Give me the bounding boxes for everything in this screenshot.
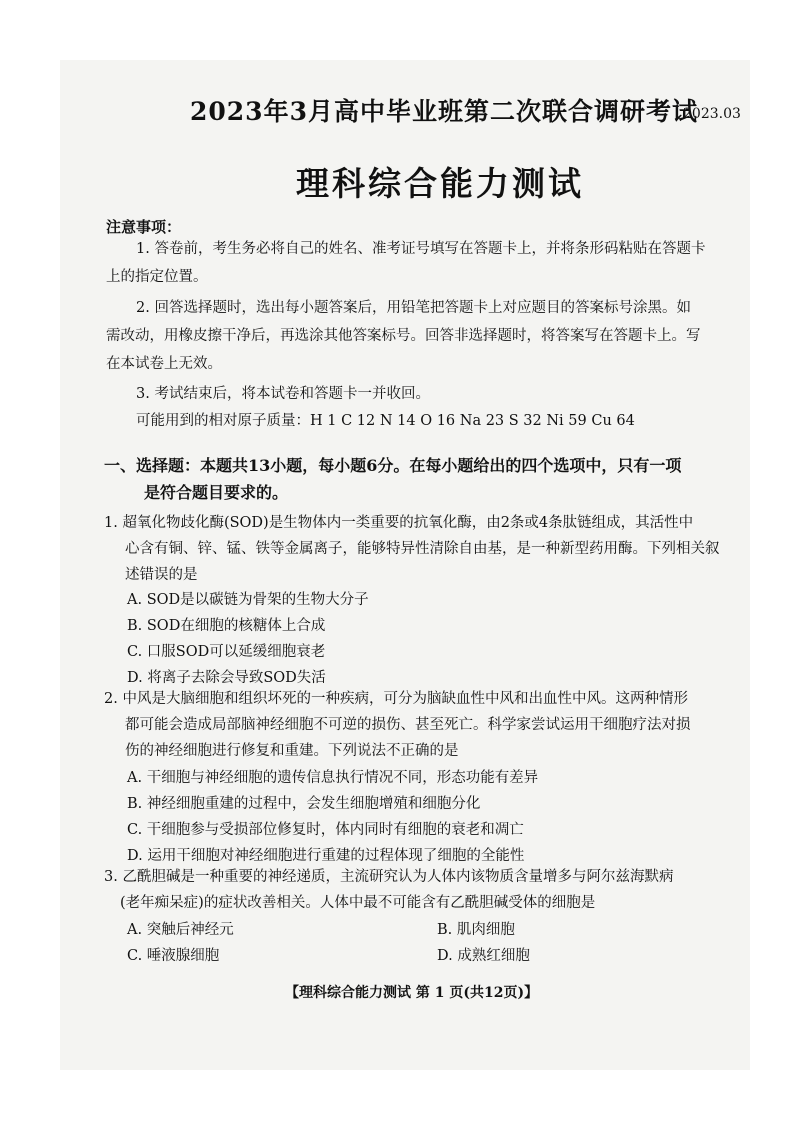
section-heading: 一、选择题：本题共13小题，每小题6分。在每小题给出的四个选项中，只有一项 — [104, 456, 682, 475]
q1-option-d: D. 将离子去除会导致SOD失活 — [127, 670, 326, 686]
question-2-cont: 都可能会造成局部脑神经细胞不可逆的损伤、甚至死亡。科学家尝试运用干细胞疗法对损 — [125, 717, 691, 733]
exam-date: 2023.03 — [683, 106, 741, 122]
page-footer: 【理科综合能力测试 第 1 页(共12页)】 — [285, 985, 539, 1001]
q1-option-b: B. SOD在细胞的核糖体上合成 — [127, 618, 326, 634]
q3-option-c: C. 唾液腺细胞 — [127, 948, 220, 964]
q1-option-a: A. SOD是以碳链为骨架的生物大分子 — [127, 592, 369, 608]
subject-title: 理科综合能力测试 — [296, 164, 584, 203]
note-item-2: 2. 回答选择题时，选出每小题答案后，用铅笔把答题卡上对应题目的答案标号涂黑。如 — [136, 300, 691, 316]
note-item-1: 1. 答卷前，考生务必将自己的姓名、准考证号填写在答题卡上，并将条形码粘贴在答题卡 — [136, 241, 706, 257]
atomic-mass-line: 可能用到的相对原子质量：H 1 C 12 N 14 O 16 Na 23 S 32 Ni 59 Cu 64 — [136, 413, 635, 429]
note-item-3: 3. 考试结束后，将本试卷和答题卡一并收回。 — [136, 386, 430, 402]
q2-option-b: B. 神经细胞重建的过程中，会发生细胞增殖和细胞分化 — [127, 796, 481, 812]
question-1: 1. 超氧化物歧化酶(SOD)是生物体内一类重要的抗氧化酶，由2条或4条肽链组成，其活性中 — [104, 515, 694, 531]
exam-title: 2023年3月高中毕业班第二次联合调研考试 — [190, 97, 698, 126]
question-2-cont2: 伤的神经细胞进行修复和重建。下列说法不正确的是 — [125, 743, 459, 759]
question-1-cont2: 述错误的是 — [125, 567, 198, 583]
q3-option-d: D. 成熟红细胞 — [437, 948, 530, 964]
q1-option-c: C. 口服SOD可以延缓细胞衰老 — [127, 644, 326, 660]
question-3-cont: (老年痴呆症)的症状改善相关。人体中最不可能含有乙酰胆碱受体的细胞是 — [120, 895, 596, 911]
question-3: 3. 乙酰胆碱是一种重要的神经递质，主流研究认为人体内该物质含量增多与阿尔兹海默病 — [104, 869, 674, 885]
note-item-1-cont: 上的指定位置。 — [106, 269, 208, 285]
q2-option-d: D. 运用干细胞对神经细胞进行重建的过程体现了细胞的全能性 — [127, 848, 525, 864]
note-item-2-cont2: 在本试卷上无效。 — [106, 356, 222, 372]
notes-heading: 注意事项： — [106, 218, 182, 236]
q2-option-c: C. 干细胞参与受损部位修复时，体内同时有细胞的衰老和凋亡 — [127, 822, 524, 838]
q3-option-b: B. 肌肉细胞 — [437, 922, 515, 938]
q3-option-a: A. 突触后神经元 — [127, 922, 234, 938]
q2-option-a: A. 干细胞与神经细胞的遗传信息执行情况不同，形态功能有差异 — [127, 770, 539, 786]
question-1-cont: 心含有铜、锌、锰、铁等金属离子，能够特异性清除自由基，是一种新型药用酶。下列相关叙 — [125, 541, 720, 557]
section-heading-cont: 是符合题目要求的。 — [144, 483, 289, 502]
note-item-2-cont: 需改动，用橡皮擦干净后，再选涂其他答案标号。回答非选择题时，将答案写在答题卡上。写 — [106, 328, 701, 344]
question-2: 2. 中风是大脑细胞和组织坏死的一种疾病，可分为脑缺血性中风和出血性中风。这两种情形 — [104, 691, 688, 707]
